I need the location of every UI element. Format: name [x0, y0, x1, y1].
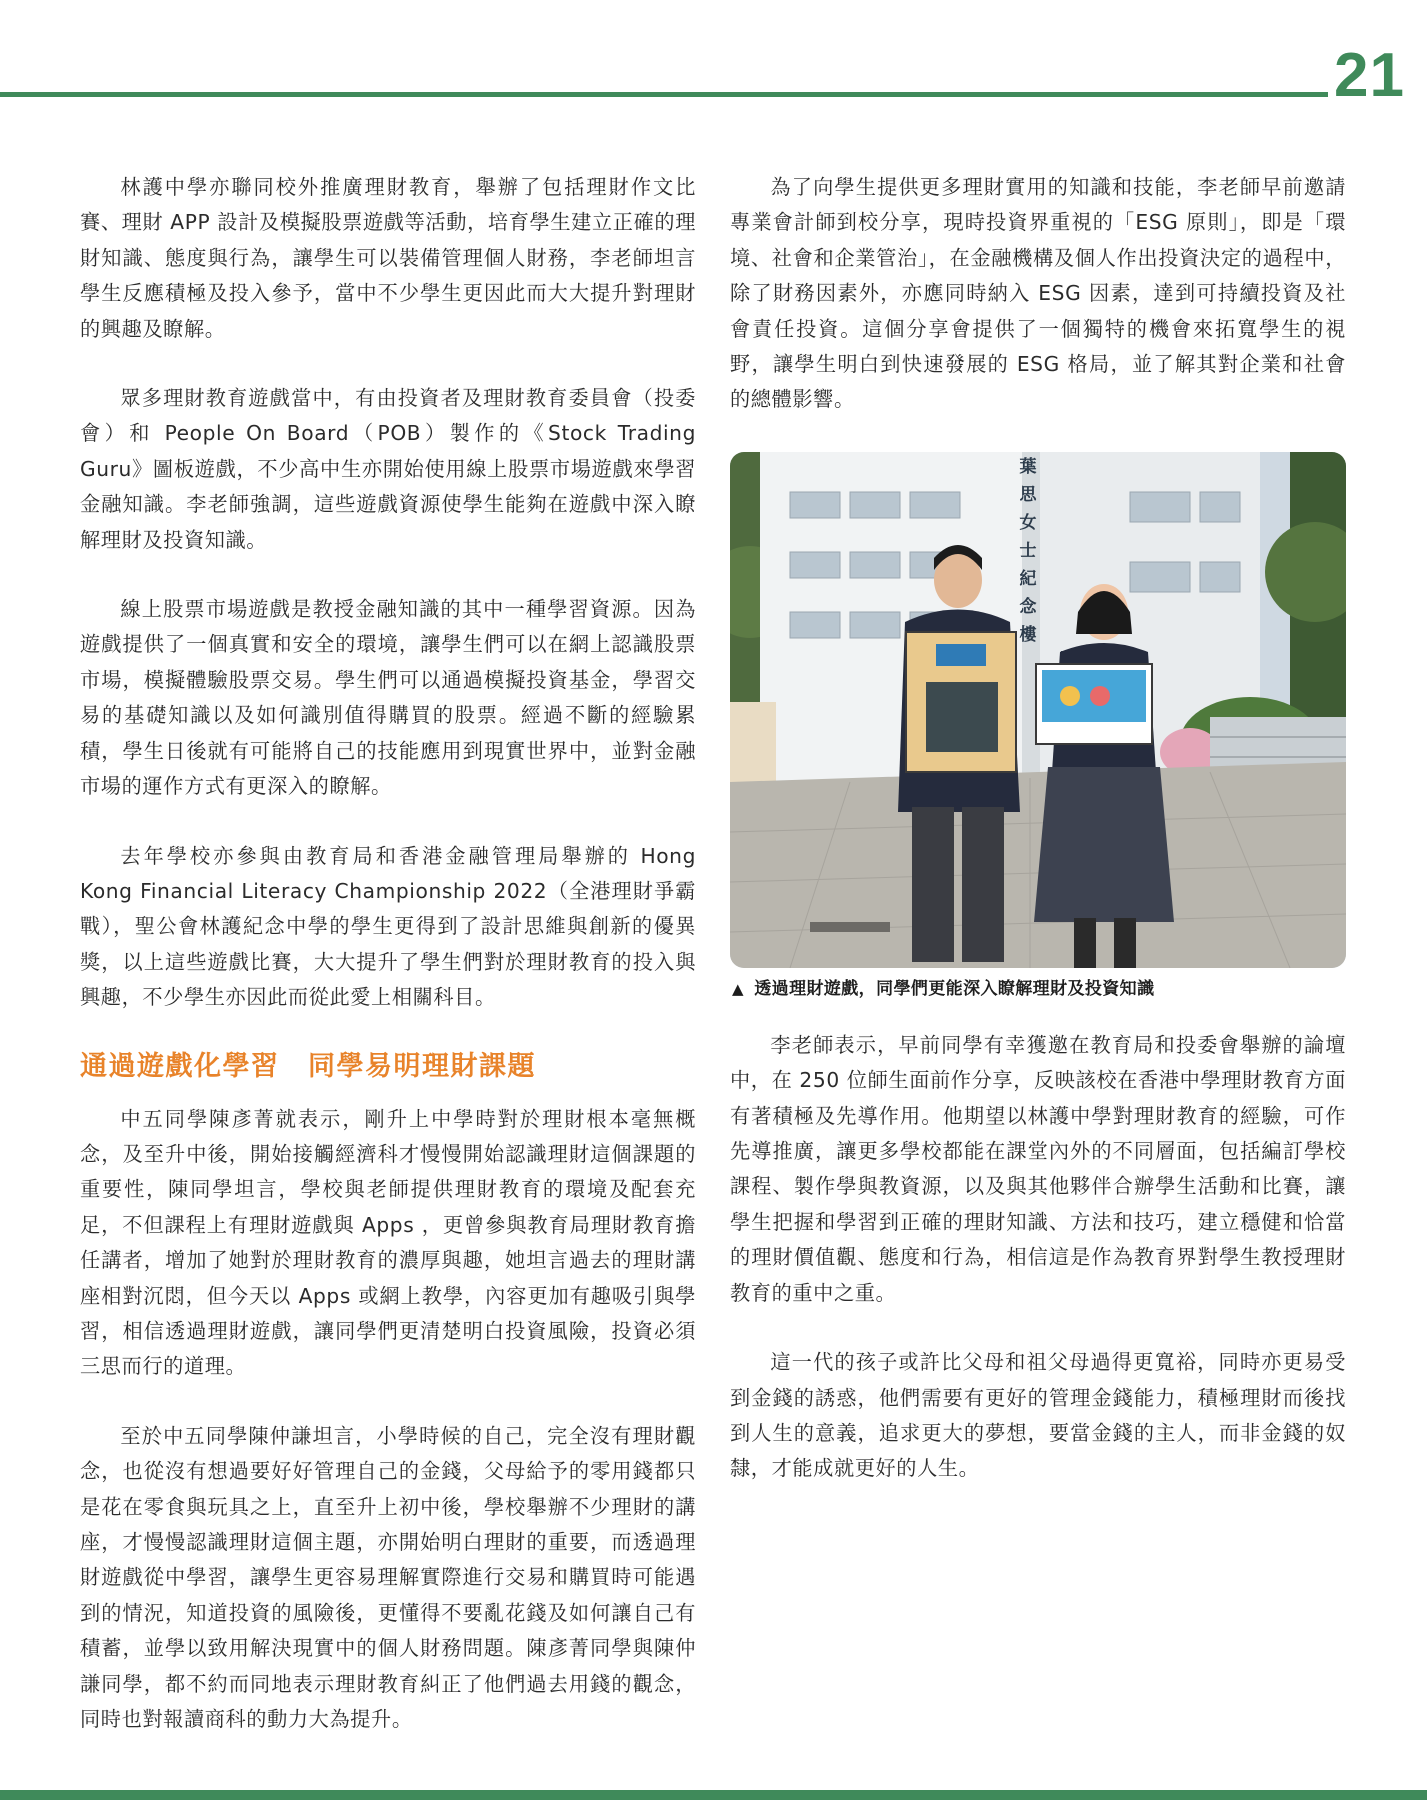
paragraph: 林護中學亦聯同校外推廣理財教育，舉辦了包括理財作文比賽、理財 APP 設計及模擬股票遊戲等活動，培育學生建立正確的理財知識、態度與行為，讓學生可以裝備管理個人財務，李老師坦言學生反應積極及投入參予，當中不少學生更因此而大大提升對理財的興趣及瞭解。: [80, 175, 696, 341]
photo-caption: [732, 976, 1346, 1002]
sign-char: 葉: [1019, 456, 1037, 477]
paragraph: 李老師表示，早前同學有幸獲邀在教育局和投委會舉辦的論壇中，在 250 位師生面前作分享，反映該校在香港中學理財教育方面有著積極及先導作用。他期望以林護中學對理財教育的經驗，可作先導推廣，讓更多學校都能在課堂內外的不同層面，包括編訂學校課程、製作學與教資源，以及與其他夥伴合辦學生活動和比賽，讓學生把握和學習到正確的理財知識、方法和技巧，建立穩健和恰當的理財價值觀、態度和行為，相信這是作為教育界對學生教授理財教育的重中之重。: [730, 1032, 1346, 1305]
paragraph: 去年學校亦參與由教育局和香港金融管理局舉辦的 Hong Kong Financial Literacy Championship 2022（全港理財爭霸戰），聖公會林護紀念中學的學生更得到了設計思維與創新的優異獎，以上這些遊戲比賽，大大提升了學生們對於理財教育的投入與興趣，不少學生亦因此而從此愛上相關科目。: [80, 843, 696, 1010]
paragraph: 為了向學生提供更多理財實用的知識和技能，李老師早前邀請專業會計師到校分享，現時投資界重視的「ESG 原則」，即是「環境、社會和企業管治」，在金融機構及個人作出投資決定的過程中，除了財務因素外，亦應同時納入 ESG 因素，達到可持續投資及社會責任投資。這個分享會提供了一個獨特的機會來拓寬學生的視野，讓學生明白到快速發展的 ESG 格局，並了解其對企業和社會的總體影響。: [730, 175, 1346, 412]
sign-char: 念: [1019, 596, 1037, 617]
sign-char: 女: [1019, 512, 1037, 533]
sign-char: 紀: [1019, 568, 1037, 589]
paragraph: 至於中五同學陳仲謙坦言，小學時候的自己，完全沒有理財觀念，也從沒有想過要好好管理自己的金錢，父母給予的零用錢都只是花在零食與玩具之上，直至升上初中後，學校舉辦不少理財的講座，才慢慢認識理財這個主題，亦開始明白理財的重要，而透過理財遊戲從中學習，讓學生更容易理解實際進行交易和購買時可能遇到的情況，知道投資的風險後，更懂得不要亂花錢及如何讓自己有積蓄，並學以致用解決現實中的個人財務問題。陳彥菁同學與陳仲謙同學，都不約而同地表示理財教育糾正了他們過去用錢的觀念，同時也對報讀商科的動力大為提升。: [80, 1423, 696, 1732]
page-number: 21: [1334, 41, 1405, 110]
photo-illustration: [730, 452, 1346, 968]
students-photo: [730, 452, 1346, 968]
paragraph: 中五同學陳彥菁就表示，剛升上中學時對於理財根本毫無概念，及至升中後，開始接觸經濟科才慢慢開始認識理財這個課題的重要性，陳同學坦言，學校與老師提供理財教育的環境及配套充足，不但課程上有理財遊戲與 Apps ，更曾參與教育局理財教育擔任講者，增加了她對於理財教育的濃厚與趣，她坦言過去的理財講座相對沉悶，但今天以 Apps 或網上教學，內容更加有趣吸引與學習，相信透過理財遊戲，讓同學們更清楚明白投資風險，投資必須三思而行的道理。: [80, 1106, 696, 1379]
caption-triangle-icon: ▲: [732, 979, 744, 998]
left-column: [80, 170, 696, 1771]
paragraph: 這一代的孩子或許比父母和祖父母過得更寬裕，同時亦更易受到金錢的誘惑，他們需要有更好的管理金錢能力，積極理財而後找到人生的意義，追求更大的夢想，要當金錢的主人，而非金錢的奴隸，才能成就更好的人生。: [730, 1350, 1346, 1481]
right-column: [730, 170, 1346, 1521]
paragraph: 線上股票市場遊戲是教授金融知識的其中一種學習資源。因為遊戲提供了一個真實和安全的環境，讓學生們可以在網上認識股票市場，模擬體驗股票交易。學生們可以通過模擬投資基金，學習交易的基礎知識以及如何識別值得購買的股票。經過不斷的經驗累積，學生日後就有可能將自己的技能應用到現實世界中，並對金融市場的運作方式有更深入的瞭解。: [80, 597, 696, 799]
header-rule: [0, 92, 1328, 97]
sign-char: 士: [1019, 540, 1037, 561]
caption-text: 透過理財遊戲，同學們更能深入瞭解理財及投資知識: [754, 978, 1155, 999]
sign-char: 思: [1019, 484, 1037, 505]
paragraph: 眾多理財教育遊戲當中，有由投資者及理財教育委員會（投委會）和 People On Board（POB）製作的《Stock Trading Guru》圖板遊戲，不少高中生亦開始使用線上股票市場遊戲來學習金融知識。李老師強調，這些遊戲資源使學生能夠在遊戲中深入瞭解理財及投資知識。: [80, 386, 696, 552]
section-heading: 通過遊戲化學習 同學易明理財課題: [80, 1050, 536, 1082]
footer-rule: [0, 1790, 1427, 1800]
sign-char: 樓: [1019, 624, 1037, 645]
